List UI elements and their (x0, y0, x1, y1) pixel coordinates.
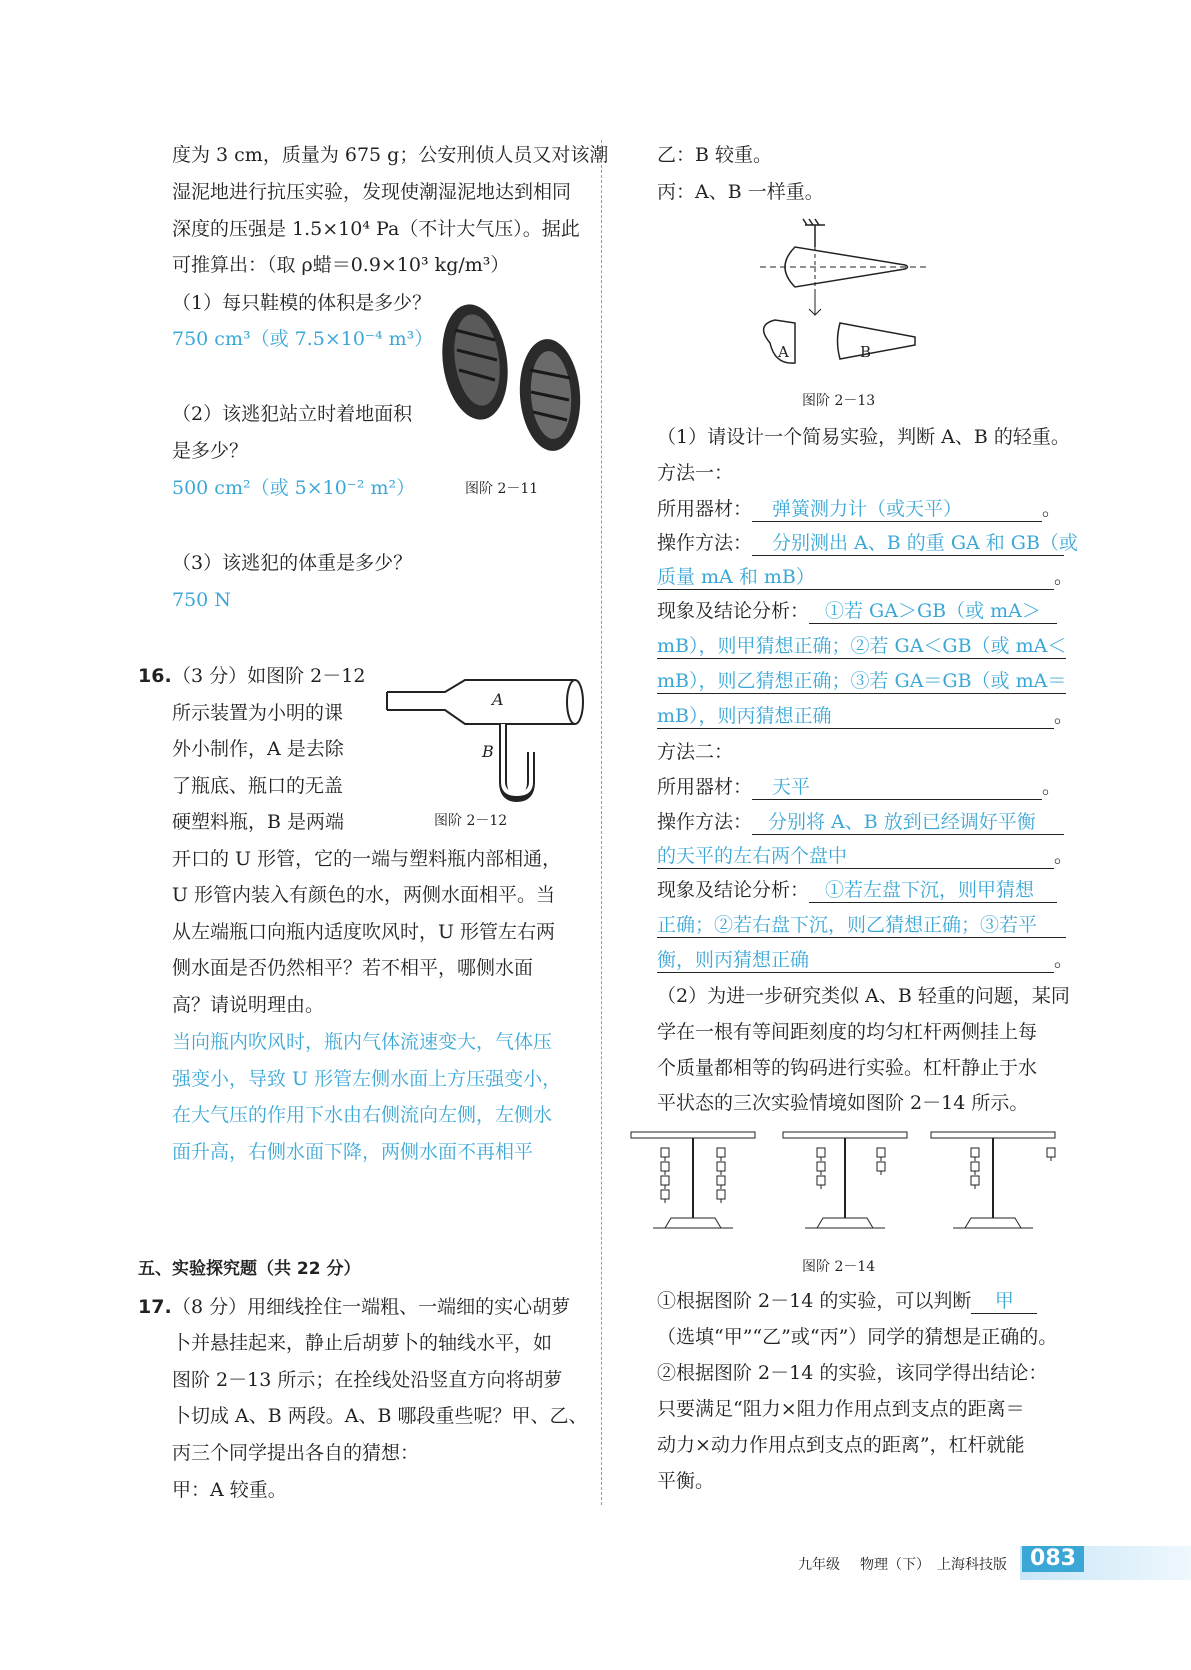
column-divider (601, 140, 602, 1505)
method-2-operation-label: 操作方法： (657, 811, 753, 833)
method-2-result-line-3 (657, 948, 1073, 973)
answer-16-line-1: 当向瓶内吹风时，瓶内气体流速变大，气体压 (172, 1031, 553, 1053)
question-16-line-1: （3 分）如图阶 2－12 (172, 665, 366, 687)
question-16-line-3: 外小制作，A 是去除 (172, 738, 344, 760)
conclusion-2-line-1: ②根据图阶 2－14 的实验，该同学得出结论： (657, 1362, 1048, 1384)
method-2-equipment-answer: 天平 (772, 776, 811, 798)
figure-13-label-a: A (778, 343, 789, 361)
lever-setup-1 (631, 1132, 755, 1228)
method-1-operation-answer-2: 质量 mA 和 mB） (657, 566, 815, 588)
method-1-result-label: 现象及结论分析： (657, 600, 810, 622)
question-16-line-2: 所示装置为小明的课 (172, 702, 344, 724)
question-16-line-4: 了瓶底、瓶口的无盖 (172, 775, 344, 797)
question-16-line-8: 从左端瓶口向瓶内适度吹风时，U 形管左右两 (172, 921, 556, 943)
question-16-line-9: 侧水面是否仍然相平？若不相平，哪侧水面 (172, 957, 534, 979)
footer-publisher: 上海科技版 (937, 1557, 1007, 1573)
conclusion-1-cont: （选填“甲”“乙”或“丙”）同学的猜想是正确的。 (657, 1326, 1058, 1348)
figure-caption-2-12: 图阶 2－12 (434, 813, 508, 829)
part-2-line-1: （2）为进一步研究类似 A、B 轻重的问题，某同 (657, 985, 1070, 1007)
conclusion-1 (657, 1289, 1037, 1314)
figure-12-label-a: A (492, 690, 504, 709)
method-2-operation-cont (657, 844, 1073, 869)
part-2-line-3: 个质量都相等的钩码进行实验。杠杆静止于水 (657, 1057, 1038, 1079)
method-2-result-period: 。 (1054, 949, 1074, 971)
answer-16-line-3: 在大气压的作用下水由右侧流向左侧，左侧水 (172, 1104, 553, 1126)
lever-figure (625, 1130, 1070, 1240)
method-1-heading: 方法一： (657, 462, 734, 484)
figure-caption-2-14: 图阶 2－14 (802, 1259, 876, 1275)
method-1-result-line-4 (657, 704, 1073, 729)
figure-13-label-b: B (860, 343, 872, 361)
question-15-1: （1）每只鞋模的体积是多少？ (172, 292, 432, 314)
intro-line-1: 度为 3 cm，质量为 675 g；公安刑侦人员又对该潮 (172, 144, 609, 166)
figure-12-label-b: B (482, 742, 494, 761)
figure-caption-2-11: 图阶 2－11 (465, 481, 539, 497)
method-2-equipment (657, 775, 1061, 800)
method-1-equipment-period: 。 (1042, 498, 1062, 520)
question-17-line-4: 卜切成 A、B 两段。A、B 哪段重些呢？甲、乙、 (172, 1405, 588, 1427)
method-2-operation-period: 。 (1054, 845, 1074, 867)
answer-15-2: 500 cm²（或 5×10⁻² m²） (172, 477, 416, 499)
guess-yi: 乙：B 较重。 (657, 144, 773, 166)
page-number: 083 (1022, 1546, 1084, 1572)
method-2-result-answer-1: ①若左盘下沉，则甲猜想 (825, 879, 1035, 901)
question-16-line-10: 高？请说明理由。 (172, 994, 325, 1016)
method-2-operation-answer-2: 的天平的左右两个盘中 (657, 845, 848, 867)
method-1-operation-period: 。 (1054, 566, 1074, 588)
question-16-line-7: U 形管内装入有颜色的水，两侧水面相平。当 (172, 884, 556, 906)
method-1-equipment-label: 所用器材： (657, 498, 753, 520)
figure-caption-2-13: 图阶 2－13 (802, 393, 876, 409)
footer-grade: 九年级 (798, 1557, 840, 1573)
method-1-operation (657, 531, 1078, 556)
part-2-line-4: 平状态的三次实验情境如图阶 2－14 所示。 (657, 1092, 1029, 1114)
part-2-line-2: 学在一根有等间距刻度的均匀杠杆两侧挂上每 (657, 1021, 1038, 1043)
method-1-equipment (657, 497, 1061, 522)
section-5-heading: 五、实验探究题（共 22 分） (138, 1259, 361, 1279)
question-16-line-6: 开口的 U 形管，它的一端与塑料瓶内部相通， (172, 848, 562, 870)
method-2-equipment-period: 。 (1042, 776, 1062, 798)
question-17-line-6: 甲：A 较重。 (172, 1479, 287, 1501)
method-1-operation-cont (657, 565, 1073, 590)
bottle-u-tube-figure (385, 672, 585, 802)
method-1-result-line-2 (657, 634, 1066, 659)
question-15-2-line-2: 是多少？ (172, 440, 249, 462)
conclusion-1-prompt: ①根据图阶 2－14 的实验，可以判断 (657, 1290, 972, 1312)
question-17-line-5: 丙三个同学提出各自的猜想： (172, 1442, 420, 1464)
shoe-prints-figure (435, 300, 595, 460)
question-17-number: 17. (138, 1296, 172, 1318)
method-1-result-answer-3: mB），则乙猜想正确；③若 GA＝GB（或 mA＝ (657, 670, 1067, 692)
method-2-equipment-label: 所用器材： (657, 776, 753, 798)
part-1-prompt: （1）请设计一个简易实验，判断 A、B 的轻重。 (657, 426, 1070, 448)
question-15-2-line-1: （2）该逃犯站立时着地面积 (172, 403, 413, 425)
method-2-result (657, 878, 1057, 903)
lever-setup-3 (931, 1132, 1055, 1228)
method-1-result-answer-4: mB），则丙猜想正确 (657, 705, 832, 727)
method-1-result-answer-1: ①若 GA＞GB（或 mA＞ (825, 600, 1041, 622)
method-2-operation (657, 810, 1064, 835)
answer-16-line-4: 面升高，右侧水面下降，两侧水面不再相平 (172, 1141, 534, 1163)
question-16-line-5: 硬塑料瓶，B 是两端 (172, 811, 345, 833)
question-15-3: （3）该逃犯的体重是多少？ (172, 552, 413, 574)
question-17-line-2: 卜并悬挂起来，静止后胡萝卜的轴线水平，如 (172, 1332, 553, 1354)
conclusion-2-line-2: 只要满足“阻力×阻力作用点到支点的距离＝ (657, 1398, 1025, 1420)
question-16-number: 16. (138, 665, 172, 687)
method-2-operation-answer-1: 分别将 A、B 放到已经调好平衡 (768, 811, 1036, 833)
method-1-equipment-answer: 弹簧测力计（或天平） (772, 498, 963, 520)
method-2-result-answer-2: 正确；②若右盘下沉，则乙猜想正确；③若平 (657, 914, 1038, 936)
method-1-result (657, 599, 1057, 624)
method-2-result-label: 现象及结论分析： (657, 879, 810, 901)
method-1-operation-answer-1: 分别测出 A、B 的重 GA 和 GB（或 (772, 532, 1078, 554)
question-17-line-1: （8 分）用细线拴住一端粗、一端细的实心胡萝 (172, 1296, 571, 1318)
intro-line-2: 湿泥地进行抗压实验，发现使潮湿泥地达到相同 (172, 181, 572, 203)
conclusion-2-line-3: 动力×动力作用点到支点的距离”，杠杆就能 (657, 1434, 1025, 1456)
lever-setup-2 (783, 1132, 907, 1228)
method-2-result-line-2 (657, 913, 1066, 938)
method-1-result-period: 。 (1054, 705, 1074, 727)
footer-subject: 物理（下） (860, 1557, 930, 1573)
method-1-operation-label: 操作方法： (657, 532, 753, 554)
method-2-heading: 方法二： (657, 741, 734, 763)
intro-line-3: 深度的压强是 1.5×10⁴ Pa（不计大气压）。据此 (172, 218, 580, 240)
method-1-result-answer-2: mB），则甲猜想正确；②若 GA＜GB（或 mA＜ (657, 635, 1067, 657)
answer-15-3: 750 N (172, 589, 231, 611)
answer-15-1: 750 cm³（或 7.5×10⁻⁴ m³） (172, 328, 434, 350)
intro-line-4: 可推算出：（取 ρ蜡＝0.9×10³ kg/m³） (172, 254, 510, 276)
method-1-result-line-3 (657, 669, 1066, 694)
conclusion-1-answer: 甲 (994, 1290, 1014, 1312)
method-2-result-answer-3: 衡，则丙猜想正确 (657, 949, 810, 971)
question-17-line-3: 图阶 2－13 所示；在拴线处沿竖直方向将胡萝 (172, 1369, 563, 1391)
answer-16-line-2: 强变小，导致 U 形管左侧水面上方压强变小， (172, 1068, 562, 1090)
guess-bing: 丙：A、B 一样重。 (657, 181, 824, 203)
conclusion-2-line-4: 平衡。 (657, 1470, 715, 1492)
